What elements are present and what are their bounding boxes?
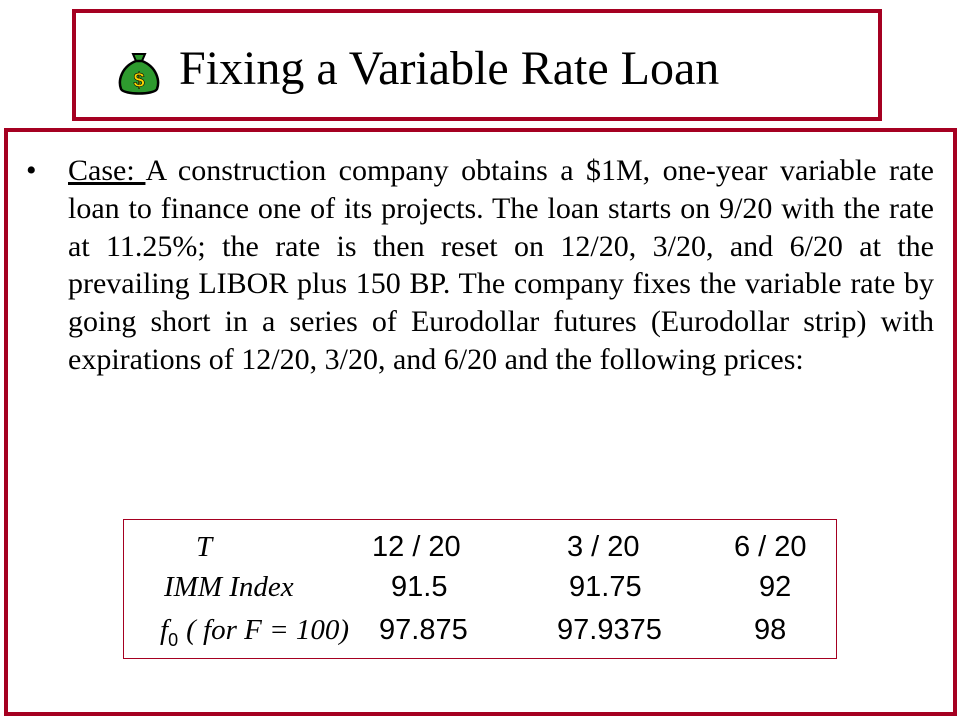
f-condition: ( for F = 100) <box>186 614 350 646</box>
money-bag-icon <box>116 49 162 97</box>
case-text: A construction company obtains a $1M, one-year variable rate loan to finance one of its projects. The loan starts on 9/20 with the rate at 11.25%; the rate is then reset on 12/20, 3/20, and 6/20 at the prevailing LIBOR plus 150 BP. The company fixes the variable rate by going short in a series of Eurodollar futures (Eurodollar strip) with expirations of 12/20, 3/20, and 6/20 and the following prices: <box>68 154 934 376</box>
content-box <box>4 128 957 716</box>
row-imm-value: 91.5 <box>391 571 448 603</box>
f-symbol: f <box>160 614 169 646</box>
f-subscript: 0 <box>168 629 179 650</box>
bullet-dot: • <box>26 154 37 187</box>
case-paragraph <box>68 152 934 379</box>
price-table <box>123 519 837 659</box>
row-f0-label <box>160 614 349 656</box>
title-box <box>72 9 882 121</box>
row-imm-label: IMM Index <box>164 571 294 603</box>
row-t-value: 12 / 20 <box>372 531 461 563</box>
row-f0-value: 97.9375 <box>557 614 662 646</box>
row-imm-value: 92 <box>759 571 792 603</box>
row-t-label: T <box>196 531 213 563</box>
row-t-value: 6 / 20 <box>734 531 807 563</box>
dollar-glyph: $ <box>133 70 145 92</box>
case-label: Case: <box>68 154 146 187</box>
row-imm-value: 91.75 <box>569 571 642 603</box>
row-t-value: 3 / 20 <box>567 531 640 563</box>
slide-title: Fixing a Variable Rate Loan <box>179 42 720 95</box>
row-f0-value: 98 <box>754 614 787 646</box>
row-f0-value: 97.875 <box>379 614 468 646</box>
